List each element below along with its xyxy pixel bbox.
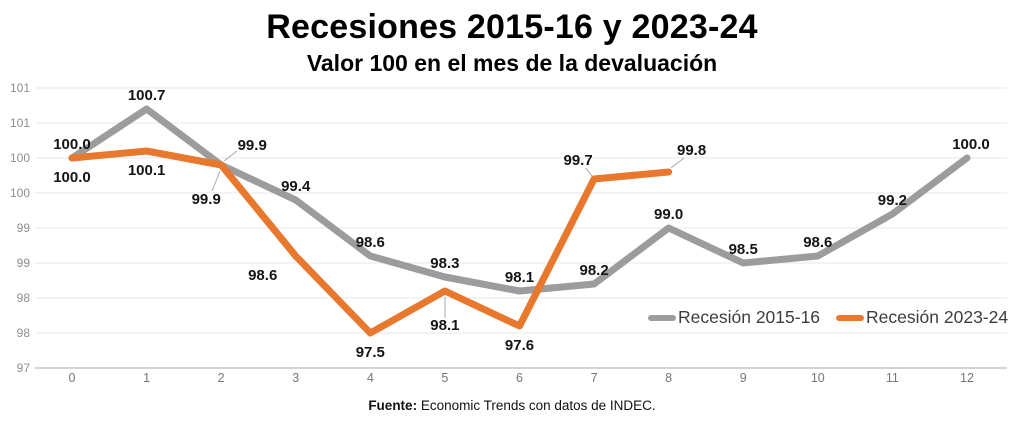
y-tick-label: 100: [9, 151, 30, 165]
y-tick-label: 99: [16, 221, 30, 235]
x-tick-label: 10: [810, 371, 825, 385]
label-leader-line: [671, 158, 684, 168]
source-note: [0, 398, 1024, 413]
data-label: 97.5: [355, 344, 385, 361]
legend: [644, 305, 1012, 330]
data-label: 100.0: [952, 136, 990, 153]
x-tick-label: 2: [217, 371, 225, 385]
data-label: 98.6: [248, 267, 278, 284]
chart-subtitle: Valor 100 en el mes de la devaluación: [306, 50, 718, 76]
y-tick-label: 101: [9, 81, 30, 95]
data-label: 99.0: [653, 206, 684, 223]
data-label: 100.0: [53, 136, 91, 153]
y-tick-label: 98: [16, 291, 30, 305]
legend-swatch-2015-16: [648, 315, 676, 321]
x-tick-label: 11: [885, 371, 899, 385]
data-label: 98.6: [355, 234, 385, 251]
data-label: 98.3: [430, 255, 460, 272]
y-tick-label: 98: [16, 326, 30, 340]
x-tick-label: 7: [590, 371, 598, 385]
data-label: 99.7: [563, 152, 593, 169]
source-text: Economic Trends con datos de INDEC.: [420, 398, 656, 413]
x-tick-label: 0: [68, 371, 76, 385]
x-tick-label: 4: [366, 371, 374, 385]
data-label: 98.1: [430, 317, 460, 334]
source-label: Fuente:: [368, 398, 418, 413]
data-label: 99.8: [676, 142, 707, 159]
data-label: 98.5: [728, 241, 758, 258]
x-tick-label: 8: [665, 371, 673, 385]
data-label: 98.1: [504, 269, 535, 286]
y-tick-label: 100: [9, 186, 30, 200]
data-label: 100.7: [127, 87, 166, 104]
chart-title: Recesiones 2015-16 y 2023-24: [266, 8, 758, 46]
legend-label-2023-24: Recesión 2023-24: [866, 307, 1009, 327]
data-label: 100.1: [127, 162, 166, 179]
y-tick-label: 101: [9, 116, 30, 130]
data-label: 100.0: [53, 169, 91, 186]
legend-label-2015-16: Recesión 2015-16: [678, 307, 821, 327]
data-label: 98.6: [803, 234, 833, 251]
x-tick-label: 3: [292, 371, 300, 385]
data-label: 99.9: [237, 137, 267, 154]
data-label: 97.6: [504, 337, 535, 354]
label-leader-line: [224, 151, 237, 161]
x-tick-label: 1: [143, 371, 151, 385]
y-tick-label: 99: [16, 256, 30, 270]
data-label: 99.9: [191, 191, 221, 208]
x-tick-label: 12: [960, 371, 974, 385]
x-tick-label: 5: [441, 371, 449, 385]
x-tick-label: 6: [516, 371, 523, 385]
data-label: 99.2: [877, 192, 908, 209]
label-leader-line: [586, 168, 592, 176]
label-leader-line: [212, 171, 220, 191]
y-tick-label: 97: [16, 361, 30, 375]
data-label: 98.2: [579, 262, 609, 279]
x-tick-label: 9: [739, 371, 747, 385]
legend-swatch-2023-24: [836, 315, 864, 321]
data-label: 99.4: [281, 178, 311, 195]
